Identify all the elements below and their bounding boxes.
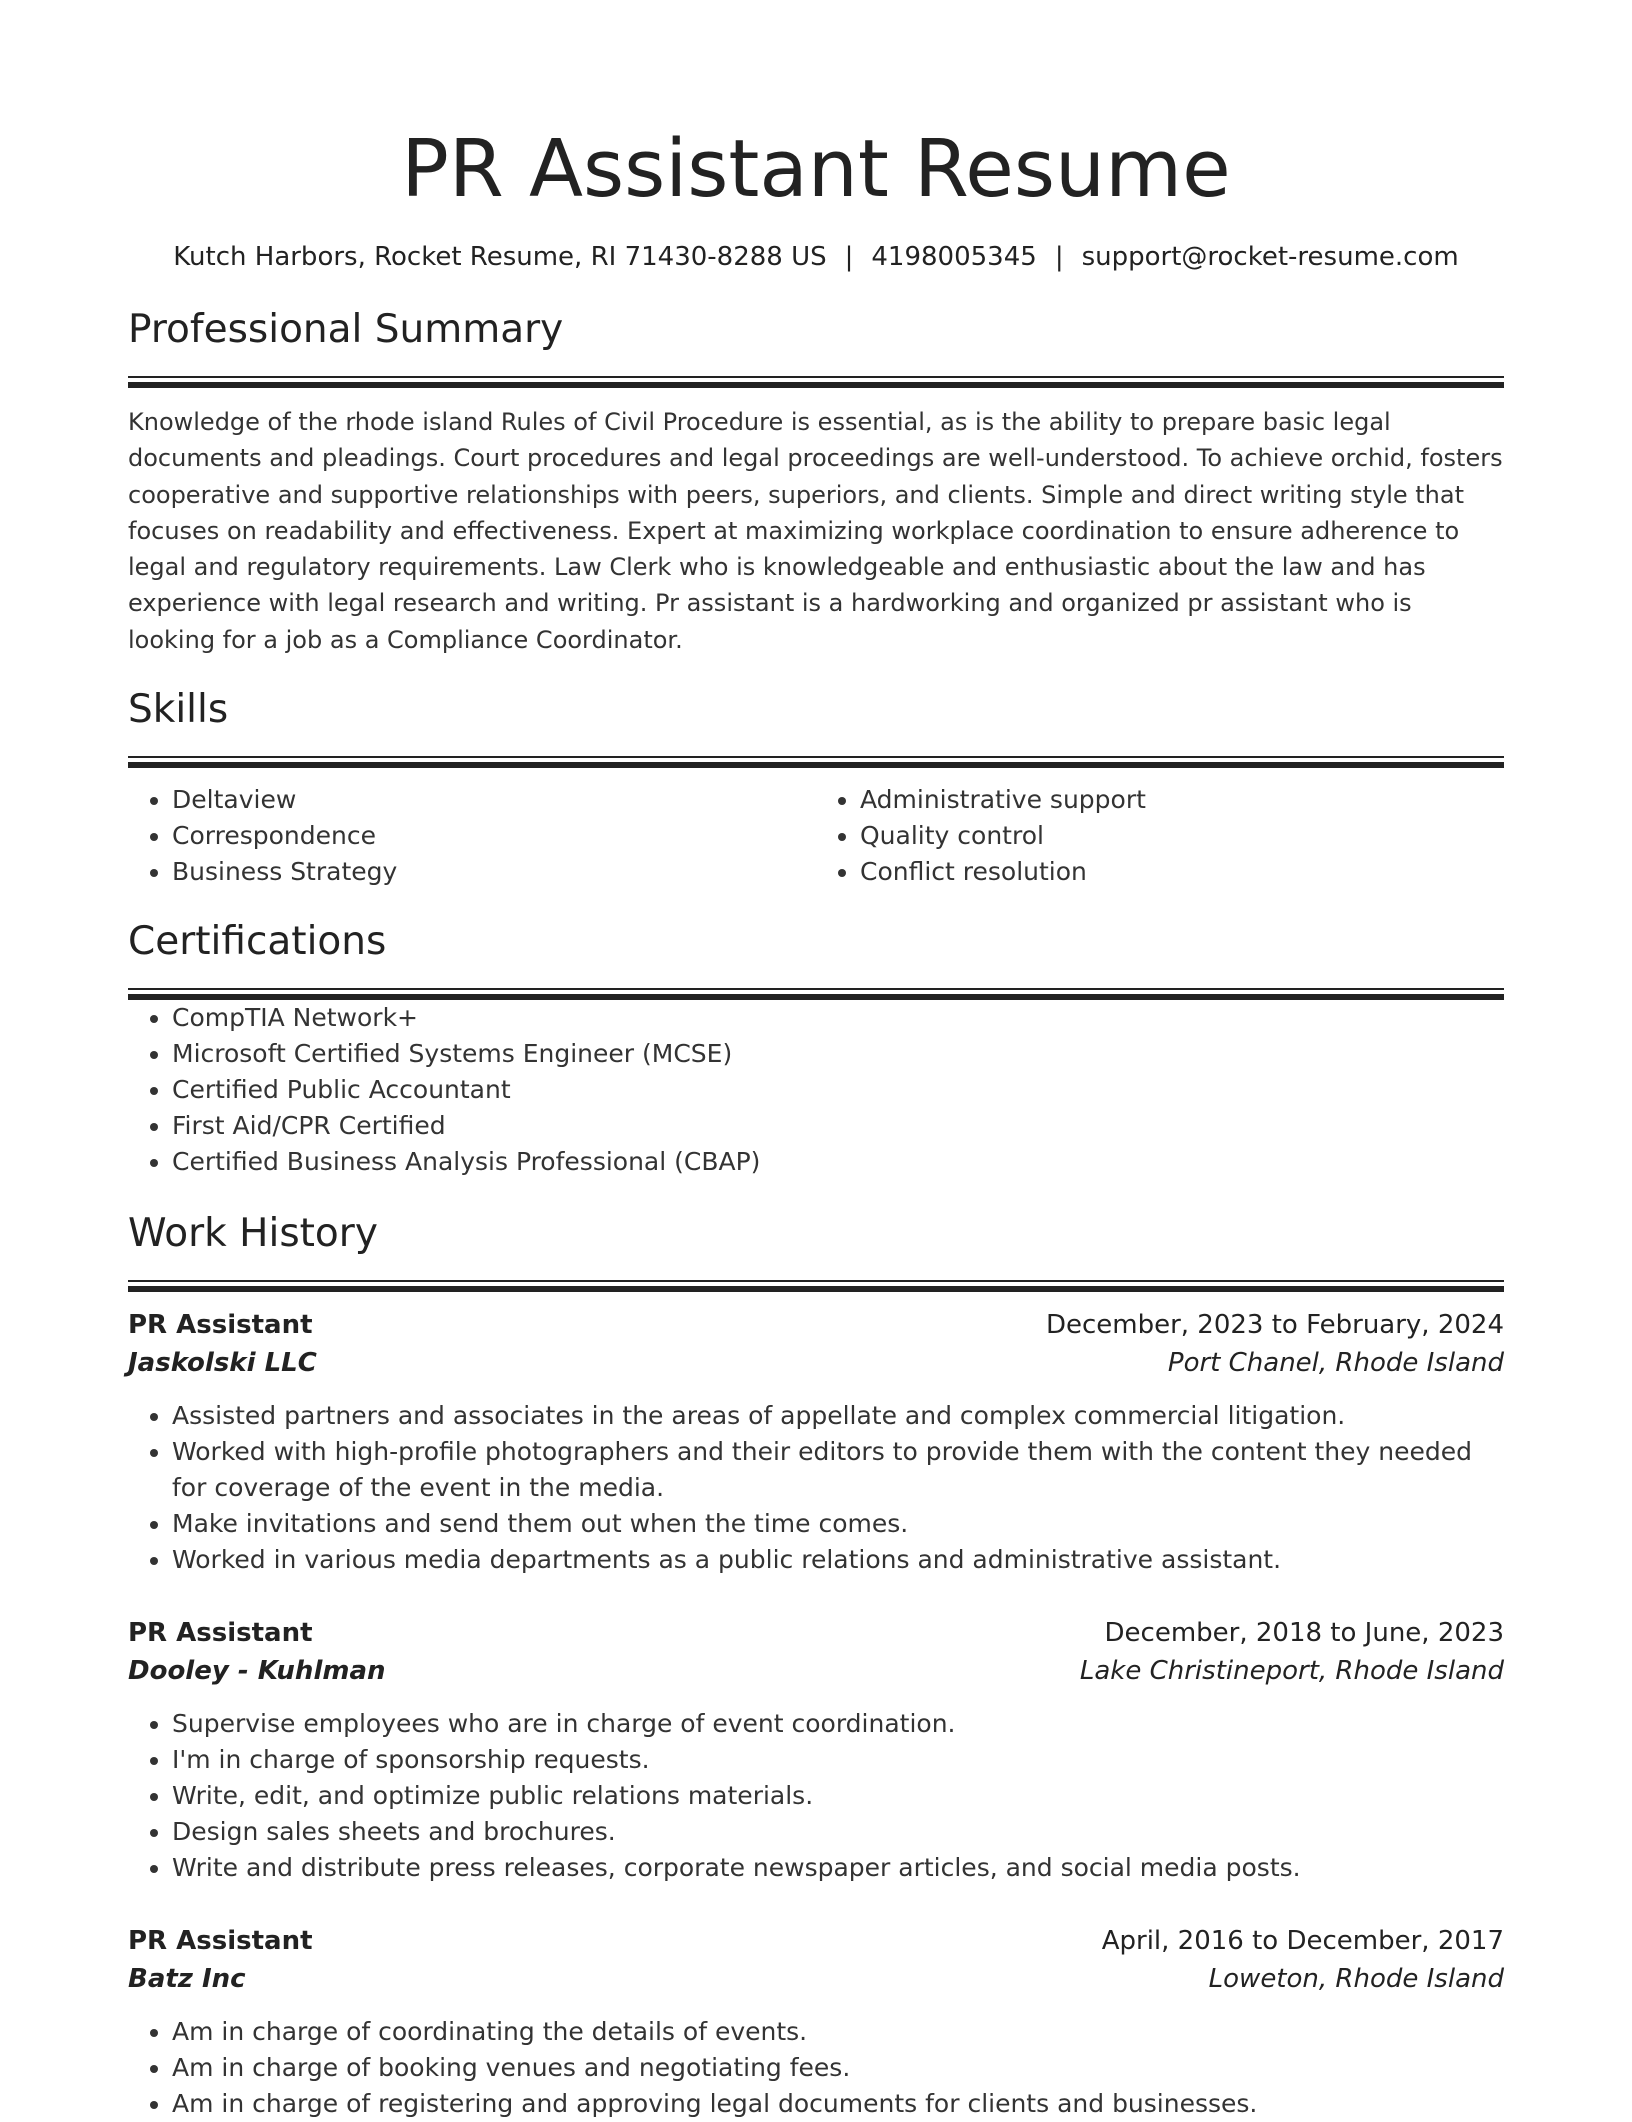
skills-grid xyxy=(128,782,1504,890)
certification-item: • CompTIA Network+ xyxy=(172,1000,1504,1036)
job-bullets xyxy=(128,1398,1504,1578)
job-dates: December, 2018 to June, 2023 xyxy=(1104,1618,1504,1649)
contact-separator: | xyxy=(1054,242,1064,272)
certification-item: • First Aid/CPR Certified xyxy=(172,1108,1504,1144)
contact-separator: | xyxy=(844,242,854,272)
job-company: Jaskolski LLC xyxy=(128,1348,317,1379)
job-bullet: • Am in charge of booking venues and negotiating fees. xyxy=(172,2050,1504,2086)
professional-summary-section xyxy=(128,306,1504,658)
job-company-row xyxy=(128,1652,1504,1690)
section-heading-skills: Skills xyxy=(128,687,229,733)
job-company: Batz Inc xyxy=(128,1964,246,1995)
job-bullet: • Write and distribute press releases, corporate newspaper articles, and social media posts. xyxy=(172,1850,1504,1886)
skill-item: • Business Strategy xyxy=(172,854,816,890)
section-divider xyxy=(128,756,1504,768)
job-title: PR Assistant xyxy=(128,1618,313,1649)
job-title: PR Assistant xyxy=(128,1926,313,1957)
contact-phone: 4198005345 xyxy=(871,242,1037,272)
job-entry xyxy=(128,1306,1504,1578)
contact-line xyxy=(128,240,1504,274)
job-bullet: • Am in charge of coordinating the details of events. xyxy=(172,2014,1504,2050)
skills-list-right xyxy=(816,782,1504,890)
job-header-row xyxy=(128,1922,1504,1960)
job-bullet: • Design sales sheets and brochures. xyxy=(172,1814,1504,1850)
summary-text: Knowledge of the rhode island Rules of Civil Procedure is essential, as is the ability to prepare basic legal documents and pleadings. Court procedures and legal proceedings are well-understood. To achieve orchid, fosters cooperative and supportive relationships with peers, superiors, and clients. Simple and direct writing style that focuses on readability and effectiveness. Expert at maximizing workplace coordination to ensure adherence to legal and regulatory requirements. Law Clerk who is knowledgeable and enthusiastic about the law and has experience with legal research and writing. Pr assistant is a hardworking and organized pr assistant who is looking for a job as a Compliance Coordinator. xyxy=(128,408,1503,654)
section-heading-summary: Professional Summary xyxy=(128,307,564,352)
job-bullets xyxy=(128,2014,1504,2122)
section-heading-certifications: Certifications xyxy=(128,919,387,965)
job-dates: December, 2023 to February, 2024 xyxy=(1045,1310,1504,1341)
section-divider xyxy=(128,988,1504,1000)
work-history-section xyxy=(128,1210,1504,2122)
section-heading-work-history: Work History xyxy=(128,1211,378,1257)
skill-item: • Deltaview xyxy=(172,782,816,818)
job-company-row xyxy=(128,1344,1504,1382)
job-company: Dooley - Kuhlman xyxy=(128,1656,386,1687)
job-bullet: • I'm in charge of sponsorship requests. xyxy=(172,1742,1504,1778)
job-bullet: • Am in charge of registering and approving legal documents for clients and businesses. xyxy=(172,2086,1504,2122)
job-bullet: • Make invitations and send them out when the time comes. xyxy=(172,1506,1504,1542)
certifications-section xyxy=(128,918,1504,1180)
job-title: PR Assistant xyxy=(128,1310,313,1341)
job-location: Loweton, Rhode Island xyxy=(1208,1964,1504,1995)
job-entry xyxy=(128,1614,1504,1886)
certification-item: • Certified Public Accountant xyxy=(172,1072,1504,1108)
certifications-list xyxy=(128,1000,1504,1180)
section-divider xyxy=(128,1280,1504,1292)
job-bullet: • Assisted partners and associates in the areas of appellate and complex commercial litigation. xyxy=(172,1398,1504,1434)
job-bullets xyxy=(128,1706,1504,1886)
resume-title: PR Assistant Resume xyxy=(401,123,1231,215)
certification-item: • Microsoft Certified Systems Engineer (MCSE) xyxy=(172,1036,1504,1072)
section-divider xyxy=(128,376,1504,388)
job-bullet: • Worked with high-profile photographers and their editors to provide them with the content they needed for coverage of the event in the media. xyxy=(172,1434,1504,1506)
contact-email: support@rocket-resume.com xyxy=(1081,242,1459,272)
job-bullet: • Worked in various media departments as a public relations and administrative assistant. xyxy=(172,1542,1504,1578)
job-entry xyxy=(128,1922,1504,2122)
job-company-row xyxy=(128,1960,1504,1998)
skills-section xyxy=(128,686,1504,890)
job-location: Lake Christineport, Rhode Island xyxy=(1079,1656,1504,1687)
skill-item: • Conflict resolution xyxy=(860,854,1504,890)
skill-item: • Quality control xyxy=(860,818,1504,854)
job-bullet: • Write, edit, and optimize public relations materials. xyxy=(172,1778,1504,1814)
job-header-row xyxy=(128,1306,1504,1344)
job-bullet: • Supervise employees who are in charge of event coordination. xyxy=(172,1706,1504,1742)
skill-item: • Administrative support xyxy=(860,782,1504,818)
skills-list-left xyxy=(128,782,816,890)
contact-address: Kutch Harbors, Rocket Resume, RI 71430-8288 US xyxy=(173,242,827,272)
skill-item: • Correspondence xyxy=(172,818,816,854)
job-location: Port Chanel, Rhode Island xyxy=(1167,1348,1504,1379)
certification-item: • Certified Business Analysis Professional (CBAP) xyxy=(172,1144,1504,1180)
job-header-row xyxy=(128,1614,1504,1652)
job-dates: April, 2016 to December, 2017 xyxy=(1101,1926,1504,1957)
